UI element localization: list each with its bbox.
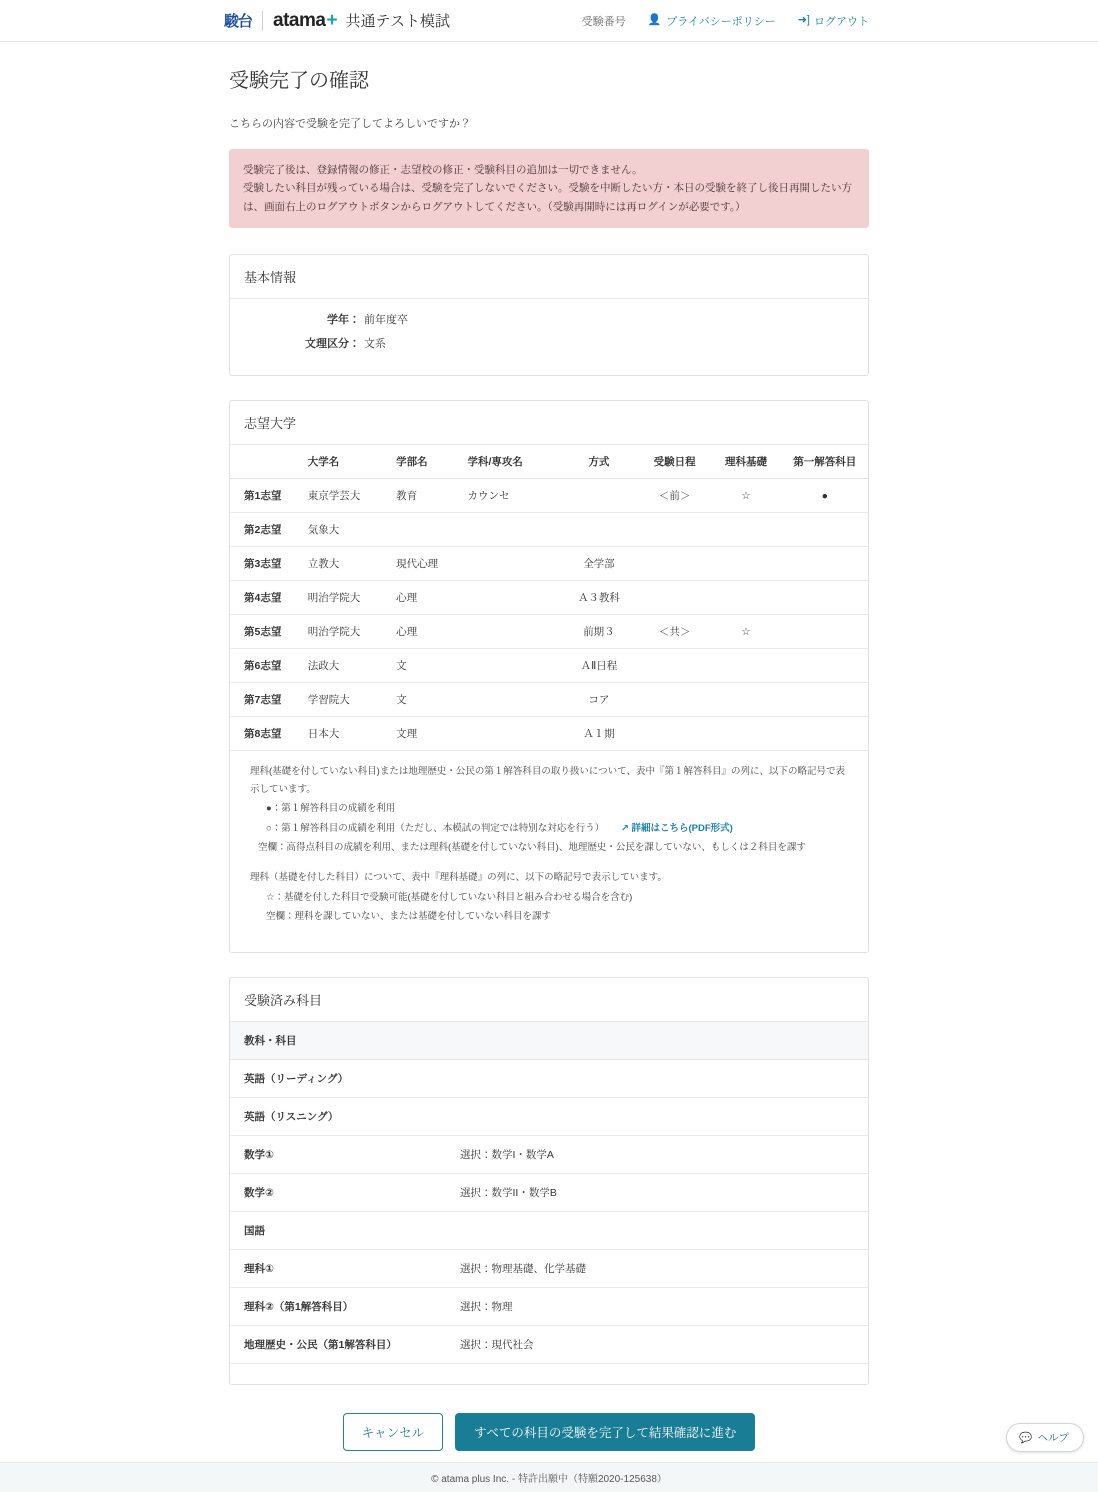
mode-cell — [559, 513, 639, 547]
department-cell — [462, 581, 559, 615]
table-row — [230, 717, 868, 751]
first-answer-cell — [782, 683, 868, 717]
preferred-universities-table — [230, 445, 868, 751]
course-type-label: 文理区分： — [305, 338, 360, 351]
rank-cell: 第6志望 — [230, 649, 302, 683]
completed-subjects-card — [229, 977, 869, 1385]
rank-cell: 第1志望 — [230, 479, 302, 513]
subject-name: 英語（リーディング） — [230, 1059, 446, 1097]
faculty-cell: 文理 — [390, 717, 461, 751]
pdf-detail-link-label: 詳細はこちら(PDF形式) — [631, 822, 733, 834]
mode-cell: コア — [559, 683, 639, 717]
page-title: 受験完了の確認 — [229, 70, 369, 92]
logout-icon: ➜] — [797, 14, 810, 26]
list-item — [230, 1173, 868, 1211]
legend-item-filled-circle: ●：第１解答科目の成績を利用 — [266, 803, 396, 815]
legend-intro-1: 理科(基礎を付していない科目)または地理歴史・公民の第１解答科目の取り扱いについて、表中『第１解答科目』の列に、以下の略記号で表示しています。 — [250, 766, 845, 795]
date-cell — [639, 547, 710, 581]
plus-icon: + — [326, 9, 338, 31]
table-header-row — [230, 445, 868, 479]
faculty-cell — [390, 513, 461, 547]
legend-item-open-circle: ○：第１解答科目の成績を利用（ただし、本模試の判定では特別な対応を行う） — [266, 822, 605, 834]
date-cell: ＜共＞ — [639, 615, 710, 649]
subject-name: 英語（リスニング） — [230, 1097, 446, 1135]
first-answer-cell — [782, 581, 868, 615]
header-right — [582, 13, 869, 29]
alert-line-1: 受験完了後は、登録情報の修正・志望校の修正・受験科目の追加は一切できません。 — [243, 164, 643, 176]
university-cell: 気象大 — [302, 513, 390, 547]
mode-cell: Ａ３教科 — [559, 581, 639, 615]
subject-choice — [446, 1059, 868, 1097]
date-cell — [639, 649, 710, 683]
university-cell: 明治学院大 — [302, 581, 390, 615]
mode-cell: Ａ１期 — [559, 717, 639, 751]
col-university-name: 大学名 — [302, 445, 390, 479]
subject-choice — [446, 1211, 868, 1249]
rank-cell: 第2志望 — [230, 513, 302, 547]
subject-name: 理科②（第1解答科目） — [230, 1287, 446, 1325]
cancel-button[interactable]: キャンセル — [343, 1413, 444, 1451]
privacy-policy-label: プライバシーポリシー — [666, 15, 776, 28]
list-item — [230, 1059, 868, 1097]
completed-subjects-table — [230, 1022, 868, 1364]
faculty-cell: 心理 — [390, 581, 461, 615]
legend-item-open-circle-row — [250, 820, 854, 838]
help-button-label: ヘルプ — [1037, 1432, 1069, 1444]
department-cell — [462, 615, 559, 649]
science-cell — [710, 547, 781, 581]
first-answer-cell — [782, 615, 868, 649]
sundai-logo-text: 駿台 — [224, 13, 253, 30]
preferred-universities-card — [229, 400, 869, 953]
first-answer-cell — [782, 547, 868, 581]
col-department-name: 学科/専攻名 — [462, 445, 559, 479]
date-cell — [639, 717, 710, 751]
table-row — [230, 479, 868, 513]
legend-item-star: ☆：基礎を付した科目で受験可能(基礎を付していない科目と組み合わせる場合を含む) — [266, 891, 633, 903]
rank-cell: 第3志望 — [230, 547, 302, 581]
logout-link[interactable] — [798, 13, 869, 29]
submit-button[interactable]: すべての科目の受験を完了して結果確認に進む — [455, 1413, 755, 1451]
table-legend — [230, 751, 868, 952]
department-cell — [462, 513, 559, 547]
list-item — [230, 1135, 868, 1173]
university-cell: 日本大 — [302, 717, 390, 751]
page-lead-text: こちらの内容で受験を完了してよろしいですか？ — [229, 118, 471, 130]
help-button[interactable] — [1006, 1423, 1084, 1452]
rank-cell: 第7志望 — [230, 683, 302, 717]
copyright-text: © atama plus Inc. - 特許出願中（特願2020-125638） — [431, 1474, 667, 1485]
action-buttons — [229, 1413, 869, 1451]
university-cell: 学習院大 — [302, 683, 390, 717]
table-row — [230, 615, 868, 649]
subject-name: 数学① — [230, 1135, 446, 1173]
course-type-value: 文系 — [364, 338, 386, 351]
subject-name: 国語 — [230, 1211, 446, 1249]
subject-choice: 選択：物理基礎、化学基礎 — [446, 1249, 868, 1287]
list-item — [230, 1249, 868, 1287]
rank-cell: 第4志望 — [230, 581, 302, 615]
exam-number-label: 受験番号 — [581, 15, 626, 28]
university-cell: 立教大 — [302, 547, 390, 581]
col-first-answer-subject: 第一解答科目 — [782, 445, 868, 479]
main-container — [229, 42, 869, 1451]
university-cell: 法政大 — [302, 649, 390, 683]
brand-divider — [262, 11, 263, 31]
rank-cell: 第8志望 — [230, 717, 302, 751]
faculty-cell: 文 — [390, 683, 461, 717]
legend-block-first-answer — [250, 763, 854, 857]
legend-intro-2: 理科（基礎を付した科目）について、表中『理科基礎』の列に、以下の略記号で表示しています。 — [250, 871, 667, 883]
science-cell — [710, 513, 781, 547]
person-lock-icon: 👤 — [647, 14, 663, 26]
subject-name: 数学② — [230, 1173, 446, 1211]
date-cell — [639, 683, 710, 717]
table-row — [230, 649, 868, 683]
science-cell: ☆ — [710, 615, 781, 649]
science-cell — [710, 649, 781, 683]
department-cell — [462, 547, 559, 581]
col-faculty-name: 学部名 — [390, 445, 461, 479]
atama-logo-text: atama — [273, 9, 326, 31]
table-row — [230, 513, 868, 547]
alert-line-2: 受験したい科目が残っている場合は、受験を完了しないでください。受験を中断したい方・本日の受験を終了し後日再開したい方は、画面右上のログアウトボタンからログアウトしてください。（受験再開時には再ログインが必要です。） — [243, 182, 852, 213]
col-exam-mode: 方式 — [559, 445, 639, 479]
mode-cell — [559, 479, 639, 513]
mode-cell: 前期３ — [559, 615, 639, 649]
university-cell: 東京学芸大 — [302, 479, 390, 513]
basic-info-body — [230, 299, 868, 375]
preferred-universities-heading: 志望大学 — [230, 401, 868, 445]
first-answer-cell — [782, 649, 868, 683]
subject-choice: 選択：数学I・数学A — [446, 1135, 868, 1173]
col-rank — [230, 445, 302, 479]
subject-choice: 選択：物理 — [446, 1287, 868, 1325]
basic-info-card — [229, 254, 869, 376]
faculty-cell: 教育 — [390, 479, 461, 513]
grade-value: 前年度卒 — [364, 314, 408, 327]
rank-cell: 第5志望 — [230, 615, 302, 649]
col-subject: 教科・科目 — [230, 1022, 868, 1060]
grade-label: 学年： — [327, 314, 360, 327]
col-exam-date: 受験日程 — [639, 445, 710, 479]
page-footer — [0, 1462, 1098, 1492]
legend-block-science-basic — [250, 869, 854, 926]
table-row — [230, 581, 868, 615]
subjects-bottom-spacer — [230, 1364, 868, 1384]
faculty-cell: 文 — [390, 649, 461, 683]
list-item — [230, 1211, 868, 1249]
mode-cell: ＡⅡ日程 — [559, 649, 639, 683]
first-answer-cell — [782, 513, 868, 547]
science-cell — [710, 683, 781, 717]
science-cell — [710, 717, 781, 751]
logout-label: ログアウト — [814, 15, 869, 28]
subject-choice: 選択：数学II・数学B — [446, 1173, 868, 1211]
first-answer-cell — [782, 717, 868, 751]
department-cell — [462, 649, 559, 683]
faculty-cell: 心理 — [390, 615, 461, 649]
col-science-basic: 理科基礎 — [710, 445, 781, 479]
completed-subjects-heading: 受験済み科目 — [230, 978, 868, 1022]
first-answer-cell: ● — [782, 479, 868, 513]
department-cell: カウンセ — [462, 479, 559, 513]
department-cell — [462, 683, 559, 717]
faculty-cell: 現代心理 — [390, 547, 461, 581]
warning-alert — [229, 149, 869, 228]
brand-logo — [224, 10, 450, 32]
pdf-detail-link[interactable]: ↗︎ 詳細はこちら(PDF形式) — [620, 822, 733, 834]
science-cell — [710, 581, 781, 615]
subject-choice: 選択：現代社会 — [446, 1325, 868, 1363]
app-title: 共通テスト模試 — [345, 13, 450, 30]
university-cell: 明治学院大 — [302, 615, 390, 649]
list-item — [230, 1325, 868, 1363]
date-cell — [639, 581, 710, 615]
privacy-policy-link[interactable] — [648, 13, 776, 29]
chat-bubble-icon: 💬 — [1019, 1432, 1033, 1444]
department-cell — [462, 717, 559, 751]
app-header — [0, 0, 1098, 42]
table-row — [230, 547, 868, 581]
science-cell: ☆ — [710, 479, 781, 513]
legend-item-blank-2: 空欄：理科を課していない、または基礎を付していない科目を課す — [266, 911, 552, 923]
subject-choice — [446, 1097, 868, 1135]
basic-info-row — [244, 335, 854, 351]
list-item — [230, 1097, 868, 1135]
date-cell — [639, 513, 710, 547]
table-header-row — [230, 1022, 868, 1060]
basic-info-row — [244, 311, 854, 327]
legend-item-blank: 空欄：高得点科目の成績を利用、または理科(基礎を付していない科目)、地理歴史・公民を課していない、もしくは２科目を課す — [258, 842, 806, 854]
date-cell: ＜前＞ — [639, 479, 710, 513]
subject-name: 理科① — [230, 1249, 446, 1287]
subject-name: 地理歴史・公民（第1解答科目） — [230, 1325, 446, 1363]
mode-cell: 全学部 — [559, 547, 639, 581]
list-item — [230, 1287, 868, 1325]
table-row — [230, 683, 868, 717]
basic-info-heading: 基本情報 — [230, 255, 868, 299]
